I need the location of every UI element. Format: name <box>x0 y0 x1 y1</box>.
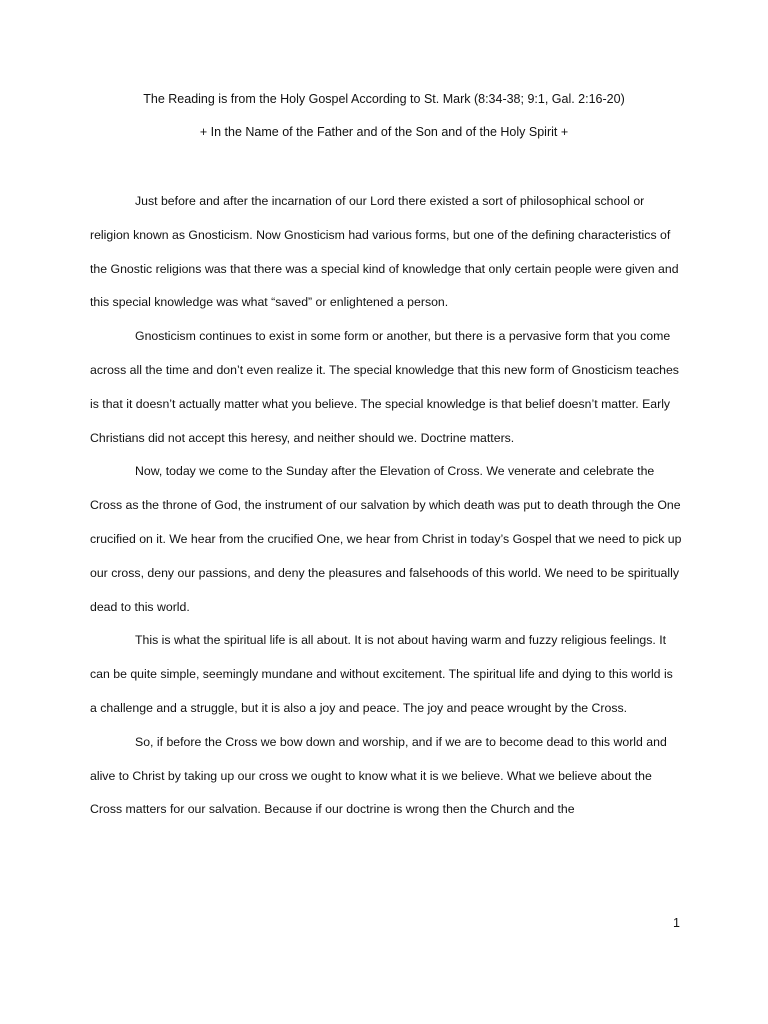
invocation-heading: + In the Name of the Father and of the Son and of the Holy Spirit + <box>199 125 569 139</box>
paragraph-elevation-of-cross: Now, today we come to the Sunday after the Elevation of Cross. We venerate and celebrate the Cross as the throne of God, the instrument of our salvation by which death was put to death through the One crucified on it. We hear from the crucified One, we hear from Christ in today’s Gospel that we need to pick up our cross, deny our passions, and deny the pleasures and falsehoods of this world. We need to be spiritually dead to this world. <box>90 464 682 614</box>
paragraph-spiritual-life: This is what the spiritual life is all about. It is not about having warm and fuzzy religious feelings. It can be quite simple, seemingly mundane and without excitement. The spiritual life and dying to this world is a challenge and a struggle, but it is also a joy and peace. The joy and peace wrought by the Cross. <box>90 633 673 715</box>
page-number: 1 <box>673 916 680 930</box>
paragraph-gnosticism-history: Just before and after the incarnation of our Lord there existed a sort of philosophical school or religion known as Gnosticism. Now Gnosticism had various forms, but one of the defining characteristics of the Gnostic religions was that there was a special kind of knowledge that only certain people were given and this special knowledge was what “saved” or enlightened a person. <box>90 194 679 310</box>
paragraph-doctrine-matters: So, if before the Cross we bow down and worship, and if we are to become dead to this world and alive to Christ by taking up our cross we ought to know what it is we believe. What we believe about the Cross matters for our salvation. Because if our doctrine is wrong then the Church and the <box>90 734 667 817</box>
sermon-body <box>90 185 682 827</box>
paragraph-modern-gnosticism: Gnosticism continues to exist in some form or another, but there is a pervasive form that you come across all the time and don’t even realize it. The special knowledge that this new form of Gnosticism teaches is that it doesn’t actually matter what you believe. The special knowledge is that belief doesn’t matter. Early Christians did not accept this heresy, and neither should we. Doctrine matters. <box>90 329 679 445</box>
reading-heading: The Reading is from the Holy Gospel According to St. Mark (8:34-38; 9:1, Gal. 2:16-20) <box>143 92 625 106</box>
